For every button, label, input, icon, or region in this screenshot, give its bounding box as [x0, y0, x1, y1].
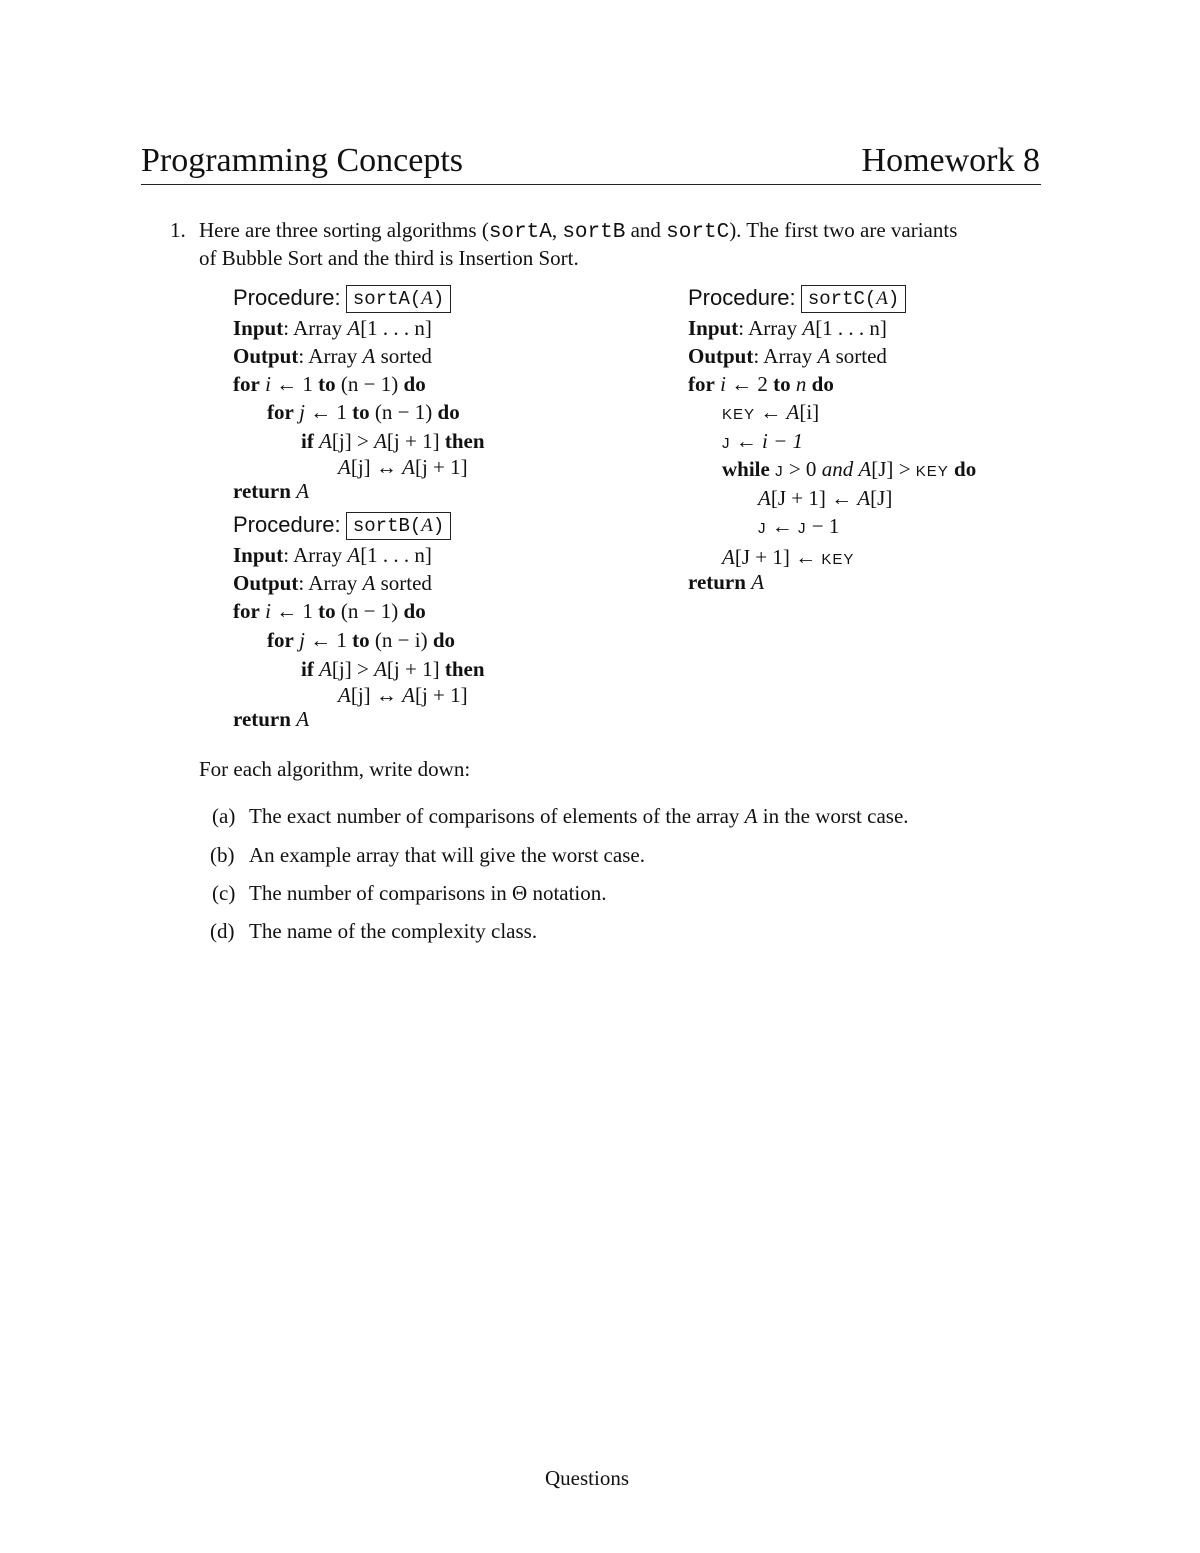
inner-loop-line: for j ← 1 to (n − i) do	[267, 628, 456, 652]
header-rule	[141, 184, 1041, 185]
insert-line: A[J + 1] ← KEY	[722, 545, 855, 569]
question-intro-line-1: Here are three sorting algorithms (sortA, sortB and sortC). The first two are variants	[199, 218, 958, 244]
question-number: 1.	[170, 218, 186, 242]
procedure-name-box: sortC(A)	[801, 285, 906, 313]
j-assign-line: J ← i − 1	[722, 429, 804, 453]
swap-line: A[j] ↔ A[j + 1]	[338, 455, 468, 479]
decrement-line: J ← J − 1	[758, 514, 840, 538]
sortC-name: sortC	[666, 221, 730, 244]
task-c: The number of comparisons in Θ notation.	[249, 881, 607, 905]
assignment-title: Homework 8	[861, 142, 1040, 179]
input-line: Input: Array A[1 . . . n]	[233, 543, 432, 567]
tasks-lead: For each algorithm, write down:	[199, 757, 471, 781]
task-a: The exact number of comparisons of elements of the array A in the worst case.	[249, 804, 909, 828]
swap-line: A[j] ↔ A[j + 1]	[338, 683, 468, 707]
shift-line: A[J + 1] ← A[J]	[758, 486, 893, 510]
task-label-b: (b)	[210, 843, 235, 867]
output-line: Output: Array A sorted	[233, 571, 432, 595]
task-label-a: (a)	[212, 804, 236, 828]
procedure-header: Procedure: sortC(A)	[688, 285, 906, 313]
outer-loop-line: for i ← 1 to (n − 1) do	[233, 372, 426, 396]
input-line: Input: Array A[1 . . . n]	[688, 316, 887, 340]
return-line: return A	[233, 479, 310, 503]
input-line: Input: Array A[1 . . . n]	[233, 316, 432, 340]
task-d: The name of the complexity class.	[249, 919, 538, 943]
while-line: while J > 0 and A[J] > KEY do	[722, 457, 977, 481]
if-line: if A[j] > A[j + 1] then	[301, 429, 485, 453]
question-intro-line-2: of Bubble Sort and the third is Insertion Sort.	[199, 246, 579, 270]
course-title: Programming Concepts	[141, 142, 464, 179]
inner-loop-line: for j ← 1 to (n − 1) do	[267, 400, 460, 424]
output-line: Output: Array A sorted	[688, 344, 887, 368]
key-assign-line: KEY ← A[i]	[722, 400, 820, 424]
outer-loop-line: for i ← 1 to (n − 1) do	[233, 599, 426, 623]
procedure-header: Procedure: sortB(A)	[233, 512, 451, 540]
if-line: if A[j] > A[j + 1] then	[301, 657, 485, 681]
sortB-name: sortB	[562, 221, 626, 244]
output-line: Output: Array A sorted	[233, 344, 432, 368]
procedure-name-box: sortB(A)	[346, 512, 451, 540]
return-line: return A	[233, 707, 310, 731]
procedure-name-box: sortA(A)	[346, 285, 451, 313]
page-footer: Questions	[545, 1466, 629, 1490]
sortA-name: sortA	[488, 221, 552, 244]
task-label-d: (d)	[210, 919, 235, 943]
return-line: return A	[688, 570, 765, 594]
task-label-c: (c)	[212, 881, 236, 905]
task-b: An example array that will give the worst case.	[249, 843, 645, 867]
procedure-header: Procedure: sortA(A)	[233, 285, 451, 313]
outer-loop-line: for i ← 2 to n do	[688, 372, 834, 396]
